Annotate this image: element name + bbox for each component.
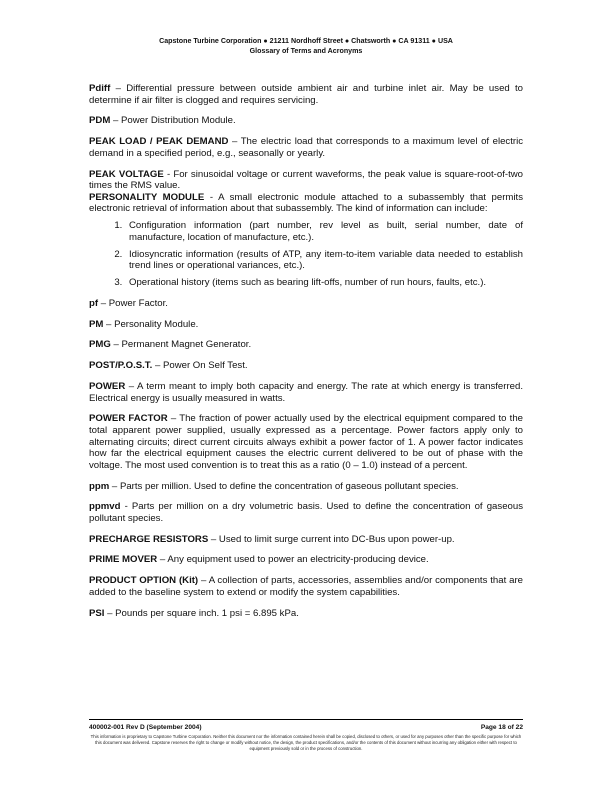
glossary-entry: PEAK VOLTAGE - For sinusoidal voltage or current waveforms, the peak value is square-root-of-two times the RMS value. [89,168,523,192]
glossary-term: POWER [89,381,126,392]
glossary-term: ppm [89,480,110,492]
glossary-definition: Any equipment used to power an electricity-producing device. [167,554,429,566]
document-id: 400002-001 Rev D (September 2004) [89,724,202,731]
document-title: Glossary of Terms and Acronyms [249,47,363,55]
glossary-definition: Used to limit surge current into DC-Bus upon power-up. [218,533,455,545]
glossary-entry: POWER – A term meant to imply both capacity and energy. The rate at which energy is transferred. Electrical energy is usually measured in watts. [89,381,523,404]
glossary-entry: PEAK LOAD / PEAK DEMAND – The electric load that corresponds to a maximum level of electric demand in a specified period, e.g., seasonally or yearly. [89,136,523,159]
glossary-term: POST/P.O.S.T. [89,360,153,372]
glossary-definition: Parts per million. Used to define the concentration of gaseous pollutant species. [119,480,459,492]
glossary-term: PDM [89,115,111,127]
glossary-term: PERSONALITY MODULE [89,191,205,203]
list-item: 3. Operational history (items such as bearing lift-offs, number of run hours, faults, etc.). [125,277,523,289]
glossary-entry: ppm – Parts per million. Used to define the concentration of gaseous pollutant species. [89,480,459,492]
personality-info-list [89,220,523,289]
glossary-term: PM [89,318,104,330]
glossary-term: POWER FACTOR [89,413,168,425]
glossary-definition: Permanent Magnet Generator. [121,339,252,351]
glossary-definition: Power On Self Test. [162,360,248,372]
glossary-definition: Pounds per square inch. 1 psi = 6.895 kPa. [115,607,299,619]
glossary-definition: Power Factor. [108,297,168,309]
glossary-entry: PRIME MOVER – Any equipment used to power an electricity-producing device. [89,554,429,566]
glossary-term: PRODUCT OPTION (Kit) [89,575,199,587]
glossary-term: ppmvd [89,501,121,513]
glossary-term: PEAK LOAD / PEAK DEMAND [89,136,229,148]
glossary-definition: The fraction of power actually used by the electrical equipment compared to the total apparent power supplied, usually expressed as a percentage. Power factors apply only to alternating circuits; direct current circuits always exhibit a power factor of 1. A power factor indicates how far the electrical equipment causes the electric current delivered to be out of phase with the voltage. The most used convention is to treat this as a ratio (0 – 1.0) instead of a percent. [89,413,523,471]
footer-divider [89,719,523,720]
glossary-term: PSI [89,607,105,619]
glossary-definition: A small electronic module attached to a subassembly that permits electronic retrieval of information about that subassembly. The kind of information can include: [89,191,524,215]
glossary-term: PEAK VOLTAGE [89,168,164,180]
list-item: 2. Idiosyncratic information (results of ATP, any item-to-item variable data needed to establish trend lines or operational variances, etc.). [125,249,523,272]
glossary-definition: Personality Module. [114,318,199,330]
glossary-entry: PERSONALITY MODULE - A small electronic module attached to a subassembly that permits electronic retrieval of information about that subassembly. The kind of information can include: [89,191,524,215]
glossary-definition: Parts per million on a dry volumetric basis. Used to define the concentration of gaseous pollutant species. [89,501,523,524]
glossary-entry: POWER FACTOR – The fraction of power actually used by the electrical equipment compared to the total apparent power supplied, usually expressed as a percentage. Power factors apply only to alternating circuits; direct current circuits always exhibit a power factor of 1. A power factor indicates how far the electrical equipment causes the electric current delivered to be out of phase with the voltage. The most used convention is to treat this as a ratio (0 – 1.0) instead of a percent. [89,413,523,471]
page-number: Page 18 of 22 [480,724,523,731]
glossary-definition: The electric load that corresponds to a maximum level of electric demand in a specified period, e.g., seasonally or yearly. [89,136,523,159]
glossary-entry: PRODUCT OPTION (Kit) – A collection of parts, accessories, assemblies and/or components that are added to the baseline system to extend or modify the system capabilities. [89,575,523,598]
glossary-term: PRIME MOVER [89,554,158,566]
glossary-definition: For sinusoidal voltage or current waveforms, the peak value is square-root-of-two times the RMS value. [89,168,523,192]
glossary-definition: Differential pressure between outside ambient air and turbine inlet air. May be used to determine if air filter is clogged and requires servicing. [89,83,524,106]
glossary-term: pf [89,297,99,309]
page-header [0,36,612,56]
glossary-term: PRECHARGE RESISTORS [89,533,209,545]
glossary-entry: PDM – Power Distribution Module. [89,115,236,127]
glossary-definition: Power Distribution Module. [121,115,236,127]
glossary-entry: pf – Power Factor. [89,297,168,309]
glossary-entry: PMG – Permanent Magnet Generator. [89,339,252,351]
glossary-entry: PSI – Pounds per square inch. 1 psi = 6.895 kPa. [89,607,299,619]
glossary-entry: PM – Personality Module. [89,318,199,330]
glossary-body [89,83,523,628]
company-address-line: Capstone Turbine Corporation ● 21211 Nordhoff Street ● Chatsworth ● CA 91311 ● USA [159,37,453,45]
glossary-definition: A collection of parts, accessories, assemblies and/or components that are added to the baseline system to extend or modify the system capabilities. [89,575,523,598]
glossary-entry: PRECHARGE RESISTORS – Used to limit surge current into DC-Bus upon power-up. [89,533,455,545]
glossary-definition: A term meant to imply both capacity and energy. The rate at which energy is transferred. Electrical energy is usually measured in watts. [89,381,523,404]
glossary-entry: ppmvd - Parts per million on a dry volumetric basis. Used to define the concentration of gaseous pollutant species. [89,501,523,524]
glossary-term: PMG [89,339,111,351]
glossary-entry: Pdiff – Differential pressure between outside ambient air and turbine inlet air. May be used to determine if air filter is clogged and requires servicing. [89,83,524,106]
glossary-term: Pdiff [89,83,111,94]
glossary-entry: POST/P.O.S.T. – Power On Self Test. [89,360,248,372]
list-item: 1. Configuration information (part number, rev level as built, serial number, date of manufacture, location of manufacture, etc.). [125,220,523,243]
proprietary-notice: This information is proprietary to Capstone Turbine Corporation. Neither this document nor the information contained herein shall be copied, disclosed to others, or used for any purposes other than the specific purpose for which this document was delivered. Capstone reserves the right to change or modify without notice, the design, the product specifications, and/or the contents of this document without incurring any obligation either with respect to equipment previously sold or in the process of construction. [90,734,522,751]
